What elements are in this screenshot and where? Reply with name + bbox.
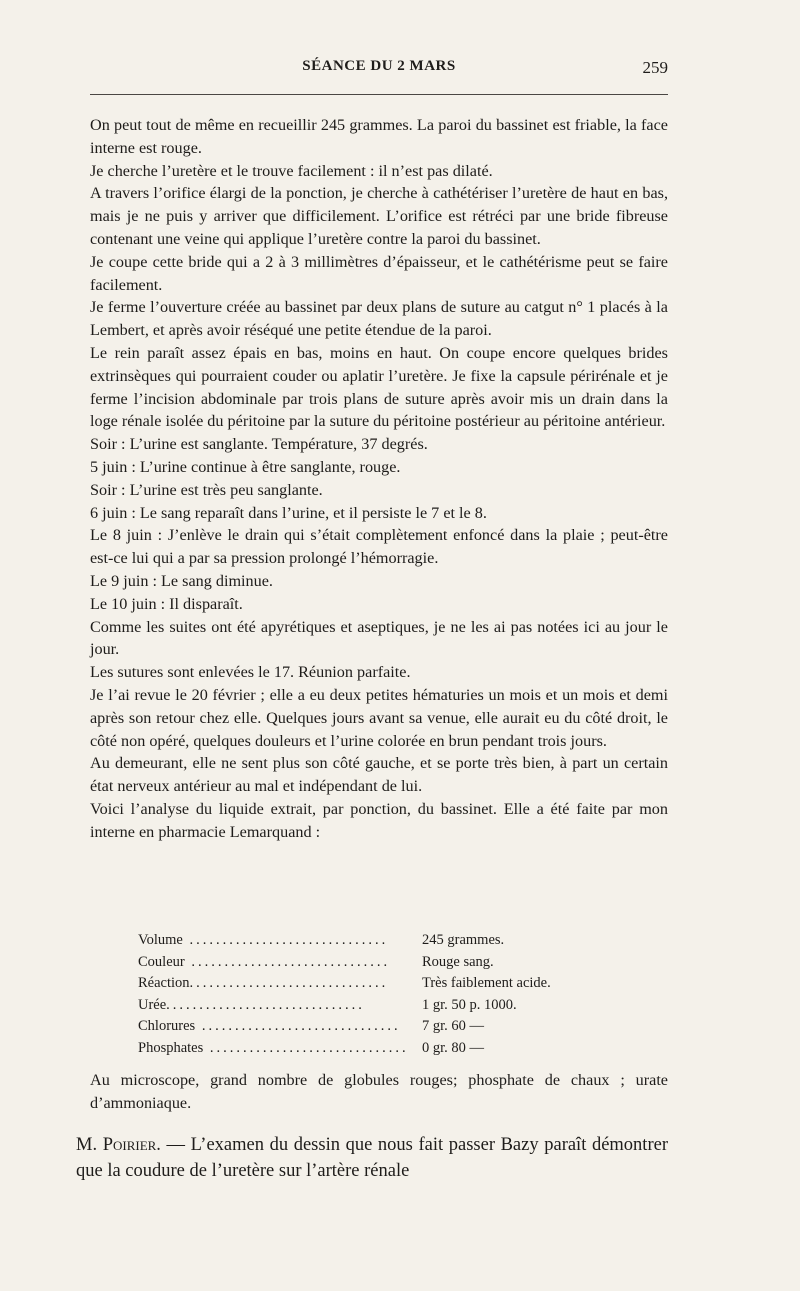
paragraph: Les sutures sont enlevées le 17. Réunion parfaite.: [90, 663, 411, 682]
paragraph: Voici l’analyse du liquide extrait, par ponction, du bassinet. Elle a été faite par mon interne en pharmacie Lemarquand :: [90, 799, 668, 841]
analysis-row: [138, 952, 558, 974]
paragraph: Je l’ai revue le 20 février ; elle a eu deux petites hématuries un mois et un mois et demi après son retour chez elle. Quelques jours avant sa venue, elle aurait eu du côté droit, le côté non opéré, quelques douleurs et l’urine colorée en brun pendant trois jours.: [90, 685, 668, 750]
leader-dots: ..............................: [166, 996, 365, 1013]
body-text: [90, 114, 668, 844]
analysis-value: 0 gr. 80 —: [422, 1039, 485, 1056]
paragraph: Je coupe cette bride qui a 2 à 3 millimètres d’épaisseur, et le cathétérisme peut se faire facilement.: [90, 252, 668, 294]
analysis-label: Chlorures: [138, 1018, 196, 1034]
speaker-name: M. Poirier.: [76, 1135, 161, 1155]
paragraph: A travers l’orifice élargi de la ponction, je cherche à cathétériser l’uretère de haut en bas, mais je ne puis y arriver que difficilement. L’orifice est rétréci par une bride fibreuse contenant une veine qui applique l’uretère contre la paroi du bassinet.: [90, 184, 668, 248]
header-title: SÉANCE DU 2 MARS: [302, 58, 456, 74]
analysis-value: Rouge sang.: [422, 953, 494, 970]
paragraph: 5 juin : L’urine continue à être sanglante, rouge.: [90, 457, 401, 476]
header-rule: [90, 94, 668, 95]
analysis-table: [138, 930, 558, 1059]
page-number: 259: [642, 58, 668, 77]
analysis-row: [138, 1016, 558, 1038]
paragraph: Au microscope, grand nombre de globules rouges; phosphate de chaux ; urate d’ammoniaque.: [90, 1071, 668, 1112]
analysis-label: Urée: [138, 996, 167, 1013]
speech-text: — L’examen du dessin que nous fait passer Bazy paraît démontrer que la coudure de l’uretère sur l’artère rénale: [76, 1135, 668, 1181]
analysis-value: 7 gr. 60 —: [422, 1018, 485, 1034]
analysis-label: Réaction: [138, 975, 190, 991]
paragraph: Le 8 juin : J’enlève le drain qui s’était complètement enfoncé dans la plaie ; peut-être est-ce lui qui a par sa pression prolongé l’hémorragie.: [90, 526, 668, 568]
paragraph: Le 10 juin : Il disparaît.: [90, 594, 243, 613]
analysis-row: [138, 930, 558, 952]
analysis-label: Phosphates: [138, 1039, 204, 1056]
leader-dots: ..............................: [182, 932, 389, 948]
paragraph: Soir : L’urine est très peu sanglante.: [90, 480, 323, 499]
speech-paragraph: [76, 1133, 668, 1184]
analysis-value: 1 gr. 50 p. 1000.: [422, 996, 517, 1013]
analysis-row: [138, 973, 558, 995]
analysis-label: Couleur: [138, 953, 185, 970]
paragraph: Je ferme l’ouverture créée au bassinet par deux plans de suture au catgut n° 1 placés à la Lembert, et après avoir réséqué une petite étendue de la paroi.: [90, 298, 668, 340]
paragraph: 6 juin : Le sang reparaît dans l’urine, et il persiste le 7 et le 8.: [90, 503, 487, 522]
analysis-label: Volume: [138, 932, 183, 948]
analysis-value: Très faiblement acide.: [422, 975, 551, 991]
leader-dots: ..............................: [189, 975, 389, 991]
paragraph: Soir : L’urine est sanglante. Température, 37 degrés.: [90, 435, 428, 454]
paragraph: Le rein paraît assez épais en bas, moins en haut. On coupe encore quelques brides extrinsèques qui pourraient couder ou aplatir l’uretère. Je fixe la capsule périrénale et je ferme l’incision abdominale par trois plans de suture après avoir mis un drain dans la loge rénale isolée du péritoine par la suture du péritoine postérieur au péritoine antérieur.: [90, 343, 668, 431]
analysis-row: [138, 1038, 558, 1060]
analysis-value: 245 grammes.: [422, 932, 505, 948]
paragraph: On peut tout de même en recueillir 245 grammes. La paroi du bassinet est friable, la face interne est rouge.: [90, 116, 668, 157]
paragraph: Je cherche l’uretère et le trouve facilement : il n’est pas dilaté.: [90, 161, 493, 180]
leader-dots: ..............................: [184, 953, 391, 970]
analysis-row: [138, 995, 558, 1017]
leader-dots: ..............................: [195, 1018, 401, 1034]
leader-dots: ..............................: [203, 1039, 409, 1056]
paragraph: Le 9 juin : Le sang diminue.: [90, 571, 273, 590]
paragraph: Au demeurant, elle ne sent plus son côté gauche, et se porte très bien, à part un certain état nerveux antérieur au mal et indépendant de lui.: [90, 754, 668, 796]
microscope-note: [90, 1069, 668, 1115]
running-header: [90, 58, 668, 82]
paragraph: Comme les suites ont été apyrétiques et aseptiques, je ne les ai pas notées ici au jour le jour.: [90, 617, 668, 659]
discussion: [76, 1133, 668, 1184]
